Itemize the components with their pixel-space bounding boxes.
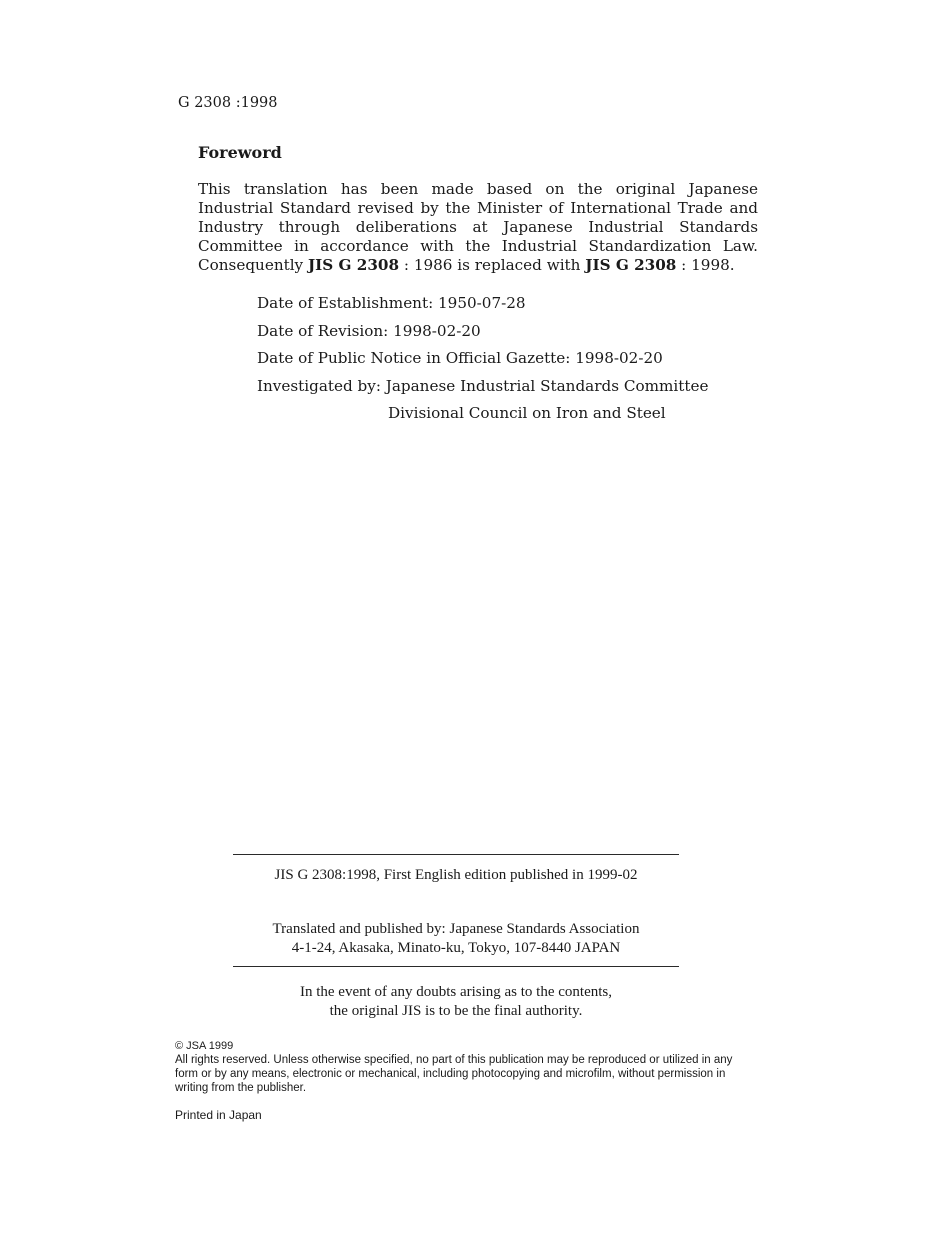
investigated-by: Investigated by: Japanese Industrial Standards Committee — [257, 376, 709, 395]
translated-by-line: Translated and published by: Japanese Standards Association — [272, 921, 640, 937]
doubts-line-2: the original JIS is to be the final authority. — [329, 1003, 583, 1019]
foreword-text-3: : 1998. — [676, 256, 735, 274]
printed-in: Printed in Japan — [175, 1108, 262, 1122]
divisional-council: Divisional Council on Iron and Steel — [388, 404, 666, 422]
publisher-address: 4-1-24, Akasaka, Minato-ku, Tokyo, 107-8440 JAPAN — [291, 940, 621, 956]
edition-line: JIS G 2308:1998, First English edition published in 1999-02 — [274, 867, 638, 883]
new-standard-ref: JIS G 2308 — [585, 256, 677, 274]
foreword-paragraph — [198, 180, 758, 275]
rights-statement: All rights reserved. Unless otherwise specified, no part of this publication may be reproduced or utilized in any form or by any means, electronic or mechanical, including photocopying and microfilm, without permission in writing from the publisher. — [175, 1054, 733, 1095]
foreword-text-1: This translation has been made based on the original Japanese Industrial Standard revised by the Minister of International Trade and Industry through deliberations at Japanese Industrial Standards Committee in accordance with the Industrial Standardization Law. Consequently — [198, 180, 758, 274]
foreword-text-2: : 1986 is replaced with — [399, 256, 586, 274]
dates-block — [257, 294, 708, 432]
standard-code-header: G 2308 :1998 — [178, 95, 278, 111]
copyright-notice: © JSA 1999 — [175, 1040, 234, 1052]
doubts-line-1: In the event of any doubts arising as to the contents, — [299, 984, 612, 1000]
date-revision: Date of Revision: 1998-02-20 — [257, 321, 481, 340]
old-standard-ref: JIS G 2308 — [307, 256, 400, 274]
date-establishment: Date of Establishment: 1950-07-28 — [257, 294, 526, 312]
date-public-notice: Date of Public Notice in Official Gazette: 1998-02-20 — [257, 349, 663, 367]
foreword-title: Foreword — [198, 143, 282, 162]
bottom-divider — [233, 966, 679, 967]
top-divider — [233, 854, 679, 855]
